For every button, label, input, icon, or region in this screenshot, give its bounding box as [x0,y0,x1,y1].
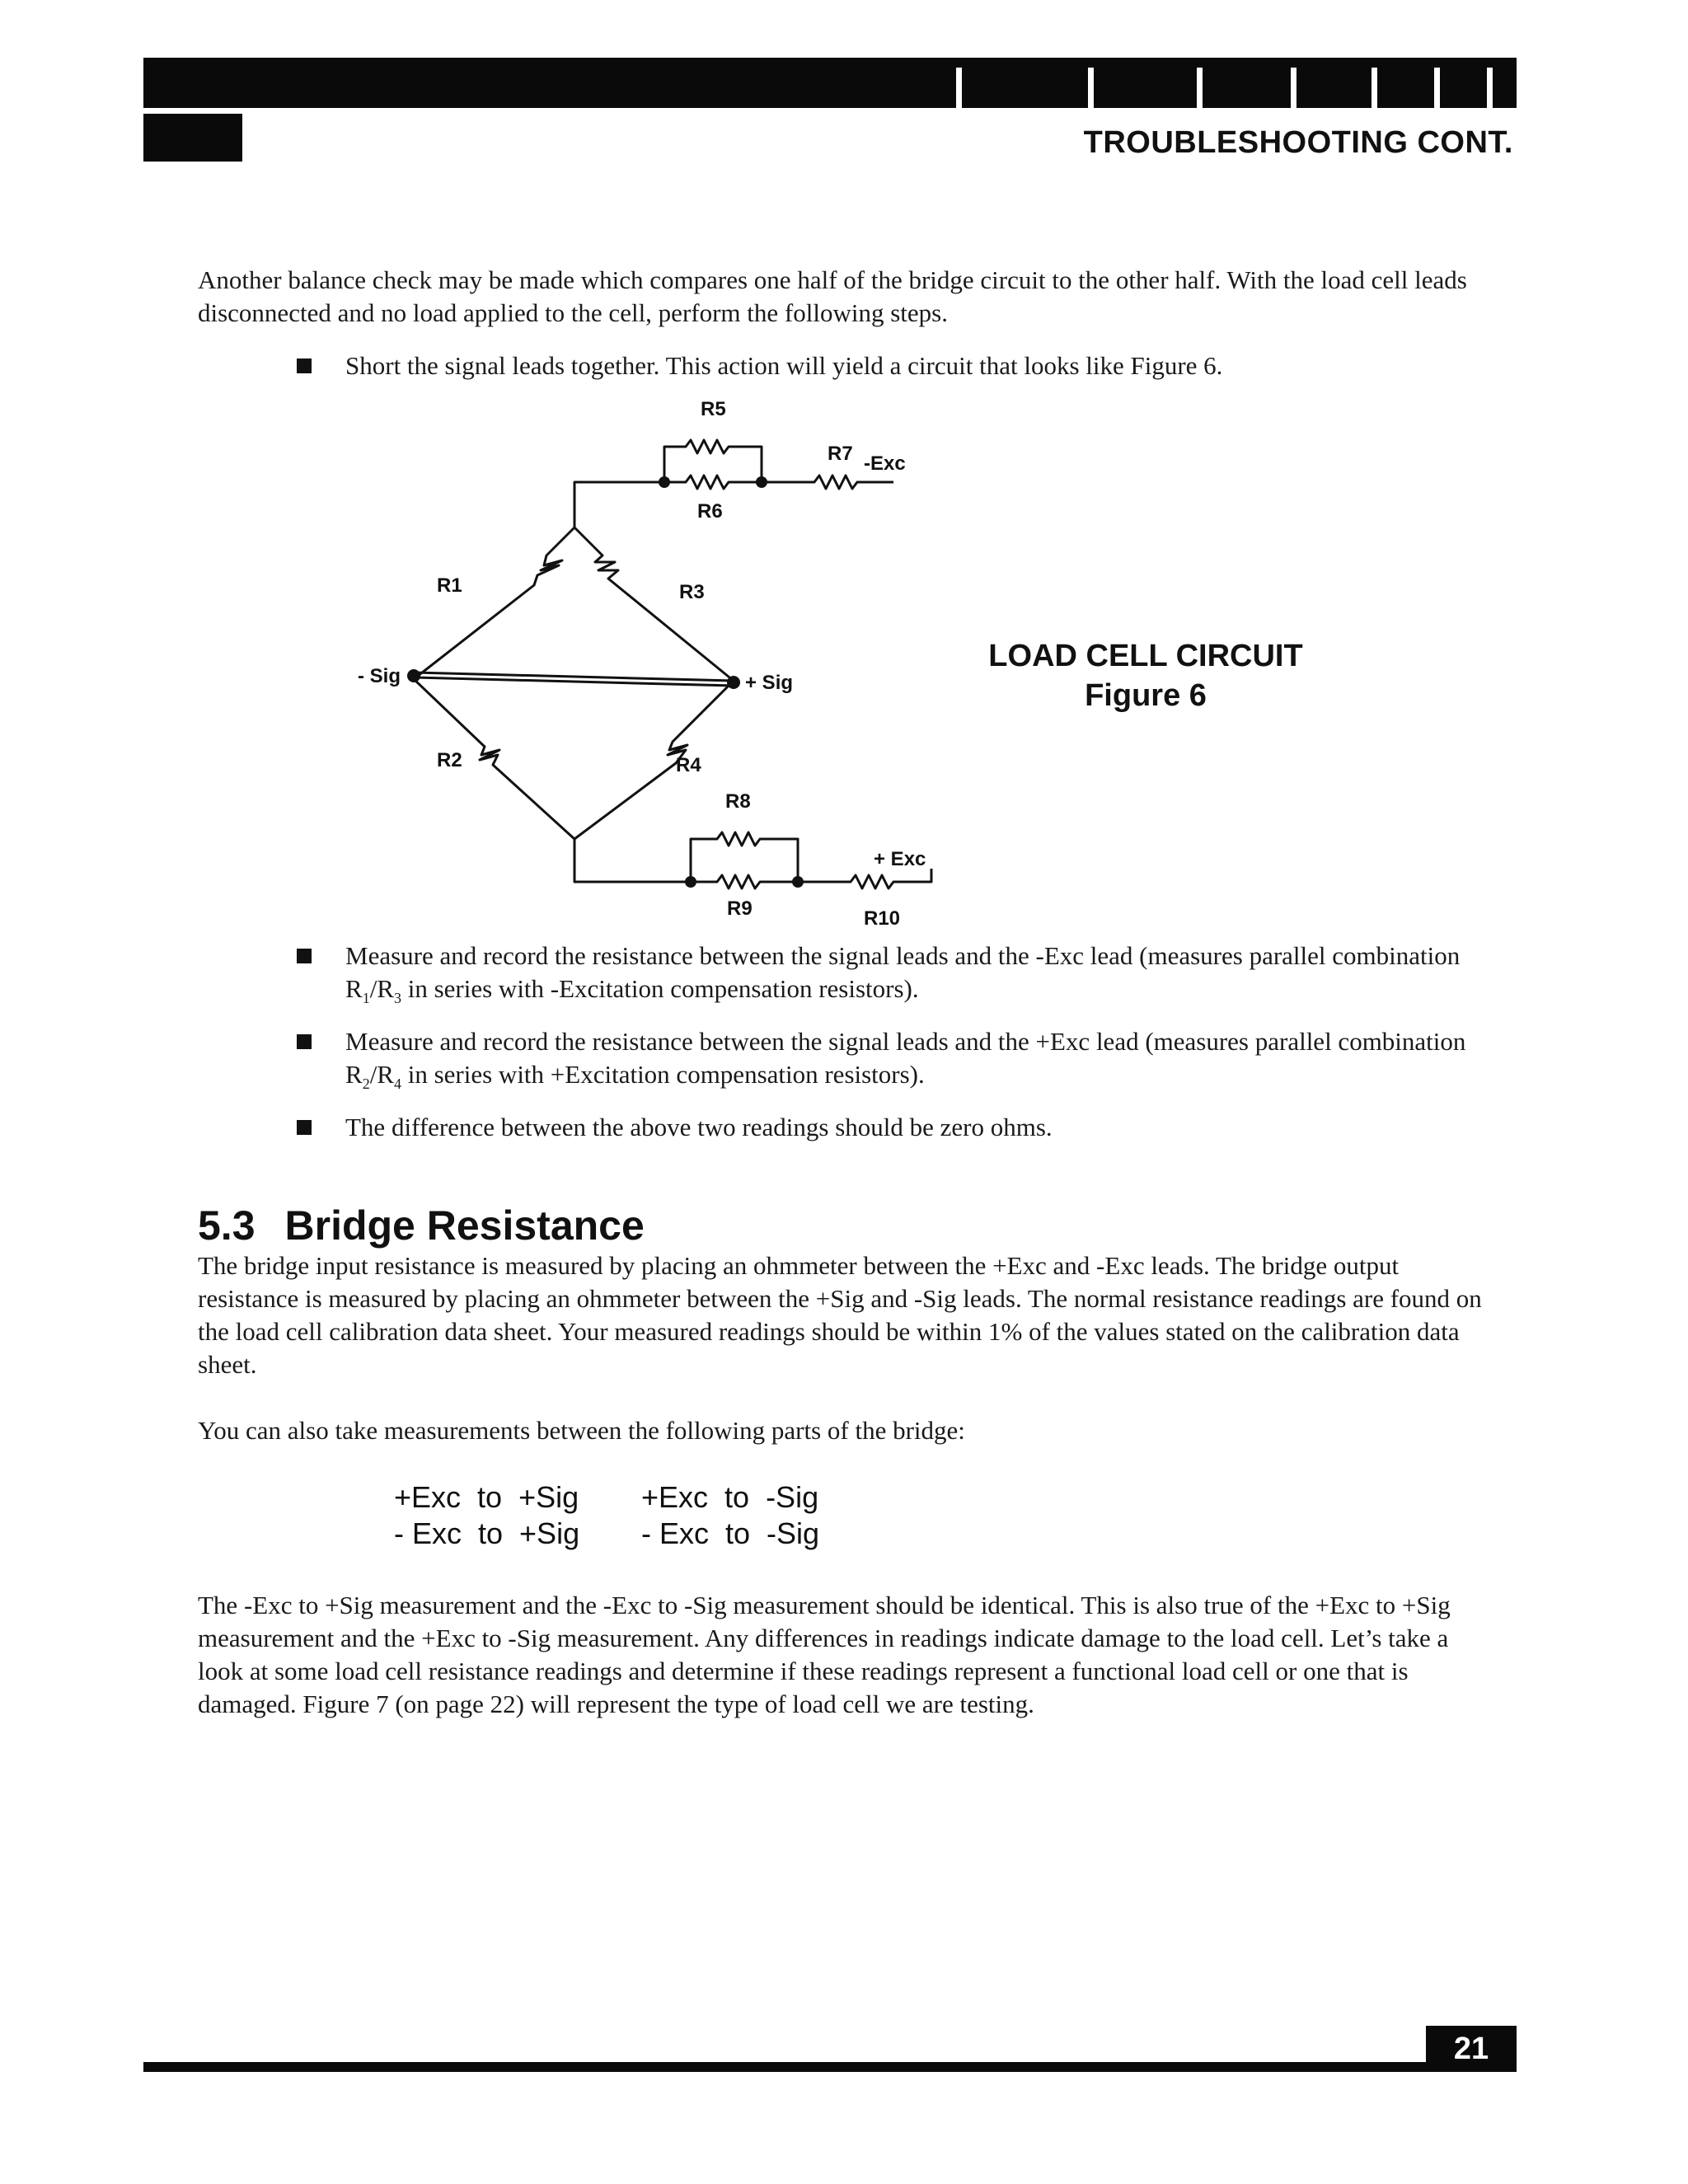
label-neg-sig: - Sig [358,665,401,687]
label-r1: R1 [437,574,462,597]
intro-paragraph: Another balance check may be made which compares one half of the bridge circuit to the other half. With the load cell leads disconnected and no load applied to the cell, perform the following steps. [198,265,1467,327]
label-neg-exc: -Exc [864,452,906,475]
header-tab [143,114,242,162]
r6-branch [664,476,762,489]
label-r6: R6 [697,500,723,523]
r3-resistor [574,527,734,681]
load-cell-circuit-diagram [346,387,973,931]
bridge-resistance-paragraph: The bridge input resistance is measured by placing an ohmmeter between the +Exc and -Exc leads. The bridge output resistance is measured by placing an ohmmeter between the +Sig and -Sig leads. The normal resistance readings are found on the load cell calibration data sheet. Your measured readings should be within 1% of the values stated on the calibration data sheet. [198,1251,1482,1379]
bullet-square-icon [297,949,312,963]
measurements-intro-paragraph: You can also take measurements between the following parts of the bridge: [198,1416,965,1445]
label-pos-exc: + Exc [874,848,926,870]
r10-resistor [798,869,931,888]
measurement-pair: - Exc to +Sig [394,1516,580,1550]
label-r2: R2 [437,749,462,771]
figure-caption-number: Figure 6 [1085,678,1207,713]
r8-branch [691,832,798,882]
bullet-square-icon [297,1120,312,1135]
figure-caption [973,636,1319,715]
measurement-pair: +Exc to -Sig [641,1480,819,1514]
r9-branch [691,875,798,888]
top-lead-wire [574,482,664,527]
section-number: 5.3 [198,1202,256,1249]
identical-readings-paragraph: The -Exc to +Sig measurement and the -Exc to -Sig measurement should be identical. This is also true of the +Exc to +Sig measurement and the +Exc to -Sig measurement. Any differences in readings indicate damage to the load cell. Let’s take a look at some load cell resistance readings and determine if these readings represent a functional load cell or one that is damaged. Figure 7 (on page 22) will represent the type of load cell we are testing. [198,1591,1451,1718]
step-difference: The difference between the above two readings should be zero ohms. [345,1113,1053,1141]
r4-resistor [574,681,734,839]
r7-resistor [762,476,893,489]
label-r3: R3 [679,581,705,603]
header-bar [143,58,1517,108]
section-heading [198,1202,645,1249]
figure-caption-title: LOAD CELL CIRCUIT [988,639,1303,673]
list-item [297,1025,1484,1091]
bullet-square-icon [297,1034,312,1049]
label-pos-sig: + Sig [745,672,794,694]
list-item [297,940,1484,1005]
label-r8: R8 [725,790,751,813]
label-r5: R5 [701,398,726,420]
step-short-leads: Short the signal leads together. This action will yield a circuit that looks like Figure 6. [345,351,1223,380]
list-item [297,1111,1484,1144]
measurement-pair: - Exc to -Sig [641,1516,820,1550]
label-r10: R10 [864,907,901,930]
section-title: Bridge Resistance [284,1202,645,1249]
page-header-title: TROUBLESHOOTING CONT. [1083,125,1513,160]
r5-branch [664,440,762,482]
page-number: 21 [1426,2026,1517,2072]
bottom-lead-wire [574,839,691,882]
measurement-pair: +Exc to +Sig [394,1480,579,1514]
r1-resistor [414,527,574,679]
step-measure-pos-exc: Measure and record the resistance between the signal leads and the +Exc lead (measures parallel combination $R_2/R_4$ in series with +Excitation compensation resistors). [345,1027,1466,1093]
footer-rule [143,2062,1517,2072]
label-r9: R9 [727,898,753,920]
label-r4: R4 [676,754,701,776]
bullet-square-icon [297,359,312,373]
list-item [297,349,1484,382]
step-measure-neg-exc: Measure and record the resistance between the signal leads and the -Exc lead (measures parallel combination $R_1/R_3$ in series with -Excitation compensation resistors). [345,941,1461,1007]
label-r7: R7 [828,443,853,465]
